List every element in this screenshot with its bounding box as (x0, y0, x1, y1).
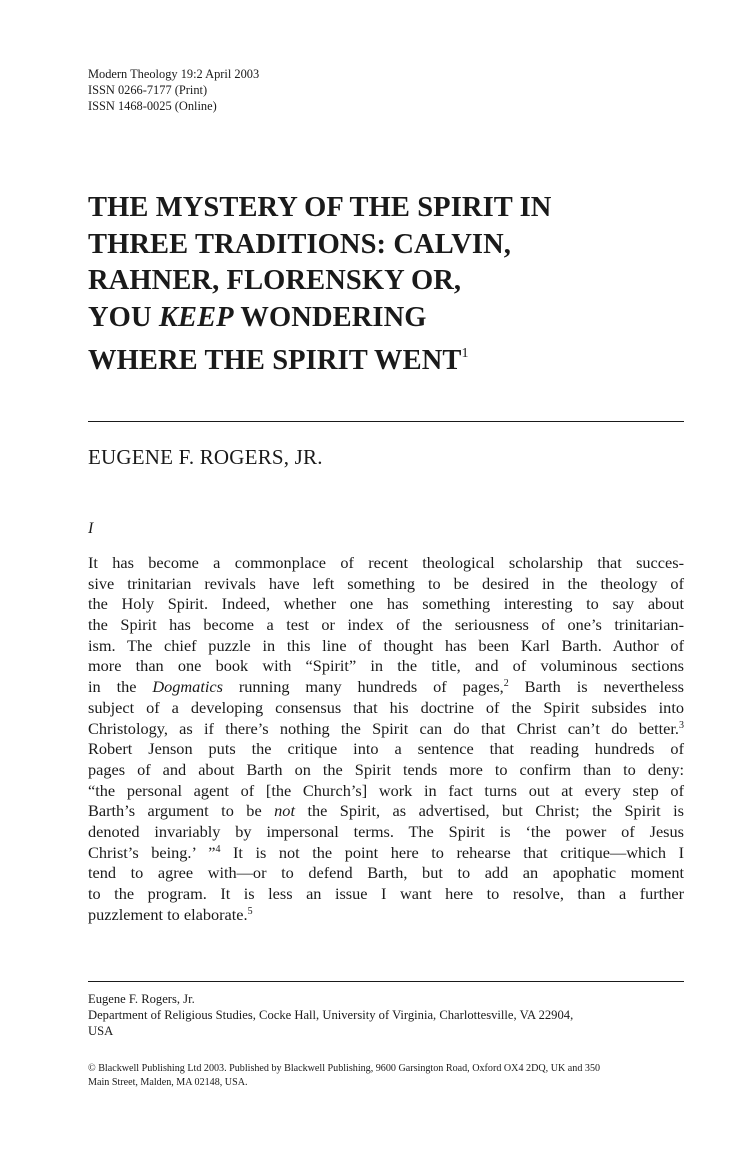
copyright-notice (88, 1062, 684, 1090)
footnote-mark: 4 (215, 843, 221, 855)
title-text: WONDERING (233, 301, 427, 333)
title-text: YOU (88, 301, 159, 333)
text-line: Robert Jenson puts the critique into a sentence that reading hundreds of (88, 739, 684, 759)
body-paragraph (88, 553, 684, 925)
text-line: “the personal agent of [the Church’s] work in fact turns out at every step of (88, 780, 684, 800)
journal-header (88, 66, 259, 114)
text-line: more than one book with “Spirit” in the title, and of voluminous sections (88, 656, 684, 676)
title-line-5 (88, 336, 684, 380)
text-line: to the program. It is less an issue I want here to resolve, than a further (88, 884, 684, 903)
title-emphasis: KEEP (158, 301, 234, 333)
copyright-line-1: © Blackwell Publishing Ltd 2003. Published by Blackwell Publishing, 9600 Garsington Road, Oxford OX4 2DQ, UK and 350 (88, 1063, 601, 1074)
affiliation-address: Department of Religious Studies, Cocke Hall, University of Virginia, Charlottesville, VA 22904, (88, 1008, 574, 1022)
copyright-line-2: Main Street, Malden, MA 02148, USA. (88, 1077, 248, 1088)
title-line-1: THE MYSTERY OF THE SPIRIT IN (88, 192, 552, 223)
affiliation-country: USA (88, 1024, 114, 1038)
footnote-mark: 1 (461, 346, 469, 361)
text-line: Barth’s argument to be not the Spirit, as advertised, but Christ; the Spirit is (88, 801, 684, 821)
title-line-3: RAHNER, FLORENSKY OR, (88, 265, 462, 296)
title-line-4 (88, 300, 684, 337)
title-line-2: THREE TRADITIONS: CALVIN, (88, 228, 511, 260)
title-text: WHERE THE SPIRIT WENT (88, 345, 462, 376)
text-line: Christ’s being.’ ”$^4$ It is not the point here to rehearse that critique—which I (88, 842, 684, 862)
footnote-mark: 5 (247, 905, 253, 917)
text-line: the Spirit has become a test or index of the seriousness of one’s trinitarian- (88, 615, 684, 635)
text-line: It has become a commonplace of recent theological scholarship that succes- (88, 553, 684, 572)
issn-print: ISSN 0266-7177 (Print) (88, 83, 208, 97)
text-line: Christology, as if there’s nothing the Spirit can do that Christ can’t do better.$^3$ (88, 718, 684, 738)
text-line: puzzlement to elaborate.$^5$ (88, 904, 253, 924)
issn-online: ISSN 1468-0025 (Online) (88, 99, 217, 113)
text-line: pages of and about Barth on the Spirit tends more to confirm than to deny: (88, 759, 684, 779)
title-divider (88, 421, 684, 422)
text-line: subject of a developing consensus that his doctrine of the Spirit subsides into (88, 697, 684, 717)
affiliation-name: Eugene F. Rogers, Jr. (88, 992, 195, 1006)
footnote-mark: 3 (679, 719, 684, 731)
article-author: EUGENE F. ROGERS, JR. (88, 445, 323, 469)
text-line: tend to agree with—or to defend Barth, but to add an apophatic moment (88, 863, 684, 883)
italic-term: Dogmatics (152, 677, 223, 697)
text-line: denoted invariably by impersonal terms. The Spirit is ‘the power of Jesus (88, 821, 684, 841)
footnote-mark: 2 (503, 678, 509, 690)
text-line: the Holy Spirit. Indeed, whether one has something interesting to say about (88, 594, 684, 614)
italic-term: not (274, 801, 295, 821)
article-title (88, 190, 684, 380)
text-line: in the Dogmatics running many hundreds of pages,$^2$ Barth is nevertheless (88, 677, 684, 697)
footer-divider (88, 981, 684, 982)
text-line: ism. The chief puzzle in this line of thought has been Karl Barth. Author of (88, 635, 684, 655)
section-heading: I (88, 520, 94, 537)
text-line: sive trinitarian revivals have left something to be desired in the theology of (88, 573, 684, 593)
author-affiliation (88, 991, 684, 1039)
journal-citation: Modern Theology 19:2 April 2003 (88, 67, 260, 81)
